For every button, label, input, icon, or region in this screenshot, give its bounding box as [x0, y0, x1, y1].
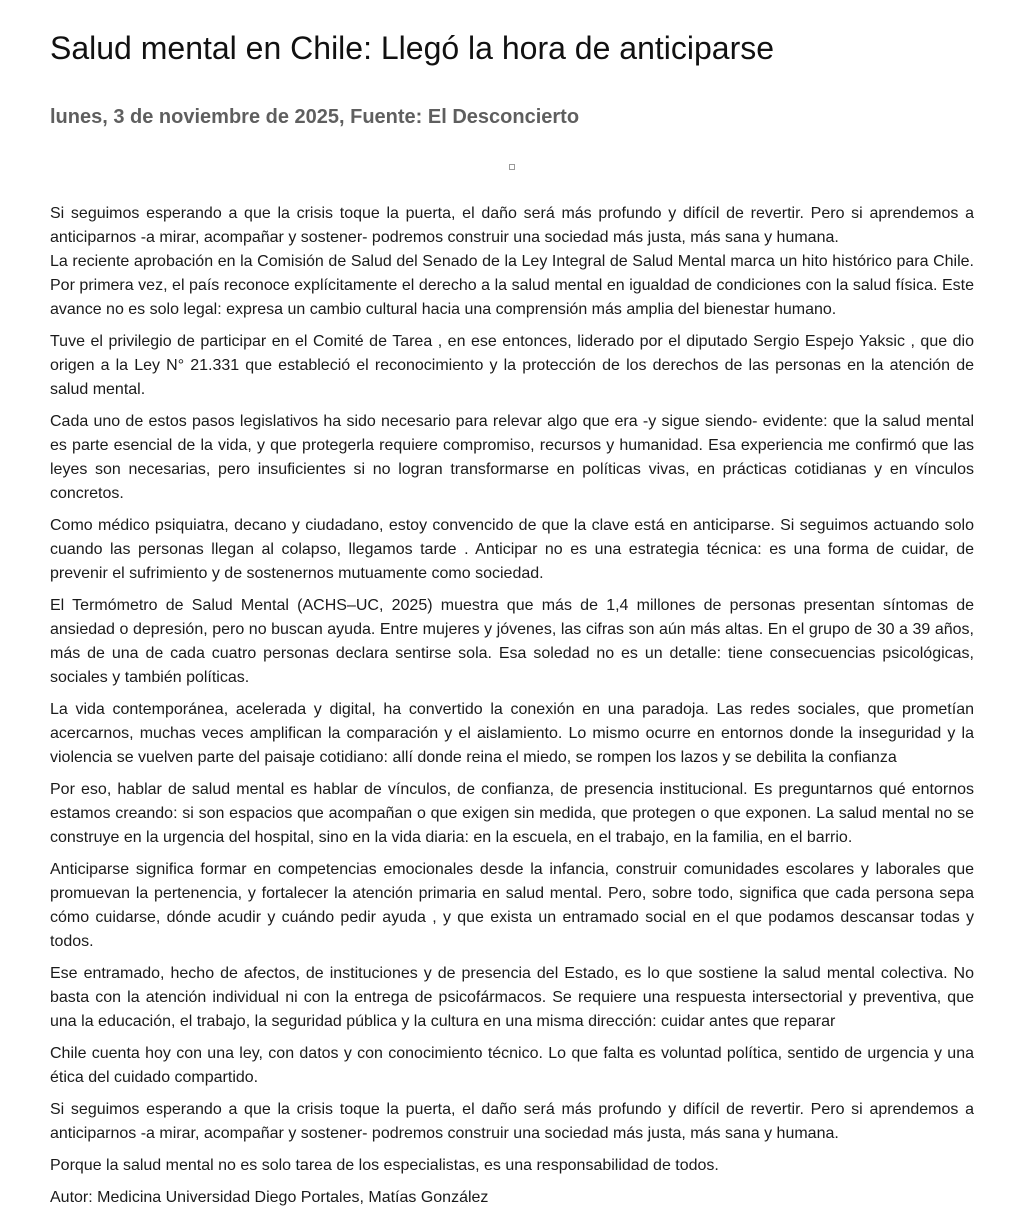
paragraph: Anticiparse significa formar en competencias emocionales desde la infancia, construir comunidades escolares y laborales que promuevan la pertenencia, y fortalecer la atención primaria en salud mental. Pero, sobre todo, significa que cada persona sepa cómo cuidarse, dónde acudir y cuándo pedir ayuda , y que exista un entramado social en el que podamos descansar todas y todos. [50, 861, 974, 950]
paragraph: Chile cuenta hoy con una ley, con datos y con conocimiento técnico. Lo que falta es voluntad política, sentido de urgencia y una ética del cuidado compartido. [50, 1045, 974, 1086]
paragraph: Cada uno de estos pasos legislativos ha sido necesario para relevar algo que era -y sigue siendo- evidente: que la salud mental es parte esencial de la vida, y que protegerla requiere compromiso, recursos y humanidad. Esa experiencia me confirmó que las leyes son necesarias, pero insuficientes si no logran transformarse en políticas vivas, en prácticas cotidianas y en vínculos concretos. [50, 413, 974, 502]
article-body [50, 202, 974, 1210]
article-title: Salud mental en Chile: Llegó la hora de anticiparse [50, 30, 775, 66]
author-line: Autor: Medicina Universidad Diego Portales, Matías González [50, 1189, 489, 1206]
paragraph: El Termómetro de Salud Mental (ACHS–UC, 2025) muestra que más de 1,4 millones de personas presentan síntomas de ansiedad o depresión, pero no buscan ayuda. Entre mujeres y jóvenes, las cifras son aún más altas. En el grupo de 30 a 39 años, más de una de cada cuatro personas declara sentirse sola. Esa soledad no es un detalle: tiene consecuencias psicológicas, sociales y también políticas. [50, 597, 974, 686]
paragraph: Tuve el privilegio de participar en el Comité de Tarea , en ese entonces, liderado por el diputado Sergio Espejo Yaksic , que dio origen a la Ley N° 21.331 que estableció el reconocimiento y la protección de los derechos de las personas en la atención de salud mental. [50, 333, 974, 398]
paragraph: Porque la salud mental no es solo tarea de los especialistas, es una responsabilidad de todos. [50, 1157, 719, 1174]
article-date-source: lunes, 3 de noviembre de 2025, Fuente: El Desconcierto [50, 106, 580, 128]
paragraph: Ese entramado, hecho de afectos, de instituciones y de presencia del Estado, es lo que sostiene la salud mental colectiva. No basta con la atención individual ni con la entrega de psicofármacos. Se requiere una respuesta intersectorial y preventiva, que una la educación, el trabajo, la seguridad pública y la cultura en una misma dirección: cuidar antes que reparar [50, 965, 974, 1030]
paragraph: La vida contemporánea, acelerada y digital, ha convertido la conexión en una paradoja. Las redes sociales, que prometían acercarnos, muchas veces amplifican la comparación y el aislamiento. Lo mismo ocurre en entornos donde la inseguridad y la violencia se vuelven parte del paisaje cotidiano: allí donde reina el miedo, se rompen los lazos y se debilita la confianza [50, 701, 974, 766]
paragraph: La reciente aprobación en la Comisión de Salud del Senado de la Ley Integral de Salud Mental marca un hito histórico para Chile. Por primera vez, el país reconoce explícitamente el derecho a la salud mental en igualdad de condiciones con la salud física. Este avance no es solo legal: expresa un cambio cultural hacia una comprensión más amplia del bienestar humano. [50, 253, 974, 318]
broken-image-icon [509, 164, 515, 170]
paragraph-intro: Si seguimos esperando a que la crisis toque la puerta, el daño será más profundo y difícil de revertir. Pero si aprendemos a anticiparnos -a mirar, acompañar y sostener- podremos construir una sociedad más justa, más sana y humana. [50, 205, 974, 246]
paragraph: Como médico psiquiatra, decano y ciudadano, estoy convencido de que la clave está en anticiparse. Si seguimos actuando solo cuando las personas llegan al colapso, llegamos tarde . Anticipar no es una estrategia técnica: es una forma de cuidar, de prevenir el sufrimiento y de sostenernos mutuamente como sociedad. [50, 517, 974, 582]
paragraph: Por eso, hablar de salud mental es hablar de vínculos, de confianza, de presencia institucional. Es preguntarnos qué entornos estamos creando: si son espacios que acompañan o que exigen sin medida, que protegen o que exponen. La salud mental no se construye en la urgencia del hospital, sino en la vida diaria: en la escuela, en el trabajo, en la familia, en el barrio. [50, 781, 974, 846]
paragraph: Si seguimos esperando a que la crisis toque la puerta, el daño será más profundo y difícil de revertir. Pero si aprendemos a anticiparnos -a mirar, acompañar y sostener- podremos construir una sociedad más justa, más sana y humana. [50, 1101, 974, 1142]
